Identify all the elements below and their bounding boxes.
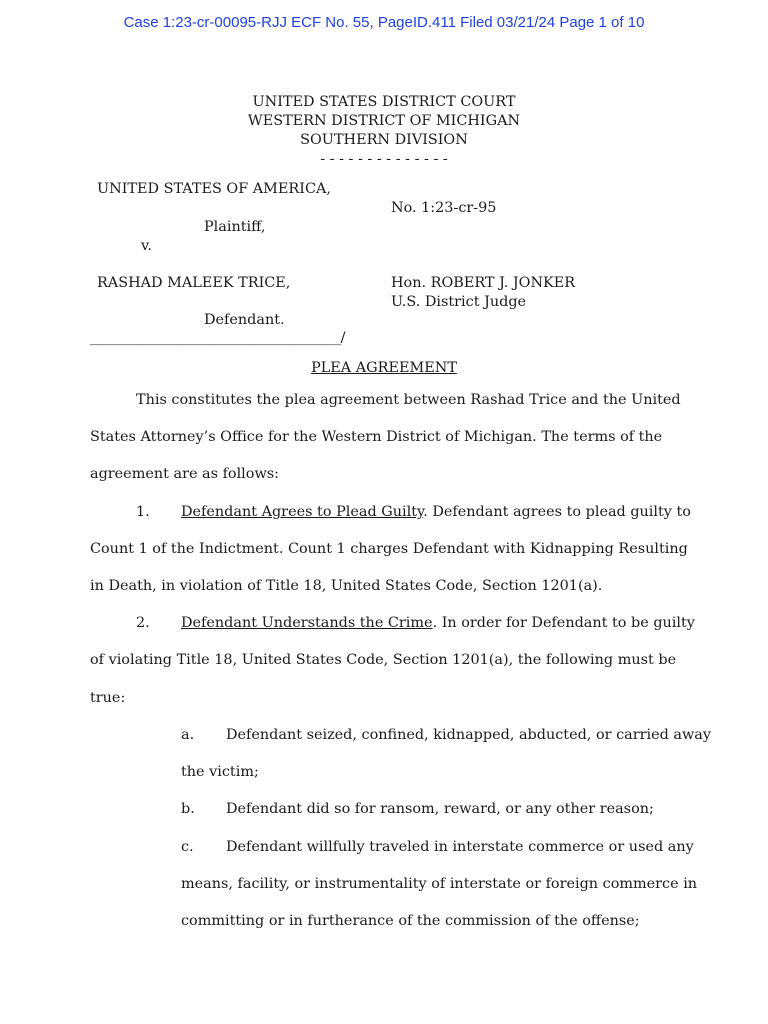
para-2-heading: Defendant Understands the Crime [181, 615, 433, 631]
para-2-line-1-text: . In order for Defendant to be guilty [432, 615, 695, 631]
para-1-number: 1. [136, 504, 150, 520]
element-c-line-3: committing or in furtherance of the commission of the offense; [181, 913, 640, 929]
plaintiff-name: UNITED STATES OF AMERICA, [97, 181, 331, 197]
defendant-name: RASHAD MALEEK TRICE, [97, 275, 291, 291]
intro-line-1: This constitutes the plea agreement between Rashad Trice and the United [136, 392, 681, 408]
court-division: SOUTHERN DIVISION [300, 132, 468, 148]
court-filing-stamp: Case 1:23-cr-00095-RJJ ECF No. 55, PageID.411 Filed 03/21/24 Page 1 of 10 [123, 14, 645, 31]
para-1-line-2: Count 1 of the Indictment. Count 1 charges Defendant with Kidnapping Resulting [90, 541, 688, 557]
versus-label: v. [141, 238, 152, 254]
case-number: No. 1:23-cr-95 [391, 200, 497, 216]
header-dash-divider: - - - - - - - - - - - - - - [320, 151, 448, 167]
court-district: WESTERN DISTRICT OF MICHIGAN [247, 113, 521, 129]
para-1-line-1-text: . Defendant agrees to plead guilty to [423, 504, 691, 520]
defendant-role: Defendant. [204, 312, 285, 328]
document-title: PLEA AGREEMENT [311, 360, 457, 376]
para-1-first-line [181, 504, 691, 520]
element-c-line-2: means, facility, or instrumentality of interstate or foreign commerce in [181, 876, 698, 892]
para-2-line-3: true: [90, 690, 126, 706]
element-a-line-1: Defendant seized, confined, kidnapped, abducted, or carried away [226, 727, 711, 743]
element-a-line-2: the victim; [181, 764, 259, 780]
para-1-line-3: in Death, in violation of Title 18, United States Code, Section 1201(a). [90, 578, 603, 594]
judge-title: U.S. District Judge [391, 294, 527, 310]
element-c-letter: c. [181, 839, 194, 855]
intro-line-2: States Attorney’s Office for the Western District of Michigan. The terms of the [90, 429, 663, 445]
element-a-letter: a. [181, 727, 195, 743]
element-c-line-1: Defendant willfully traveled in interstate commerce or used any [226, 839, 694, 855]
element-b-line-1: Defendant did so for ransom, reward, or any other reason; [226, 801, 654, 817]
plaintiff-role: Plaintiff, [204, 219, 266, 235]
para-1-heading: Defendant Agrees to Plead Guilty [181, 504, 424, 520]
judge-name: Hon. ROBERT J. JONKER [391, 275, 576, 291]
para-2-first-line [181, 615, 695, 631]
intro-line-3: agreement are as follows: [90, 466, 279, 482]
court-name: UNITED STATES DISTRICT COURT [252, 94, 516, 110]
caption-rule: ______________________________________/ [90, 330, 345, 346]
element-b-letter: b. [181, 801, 195, 817]
para-2-line-2: of violating Title 18, United States Code, Section 1201(a), the following must be [90, 652, 677, 668]
para-2-number: 2. [136, 615, 150, 631]
